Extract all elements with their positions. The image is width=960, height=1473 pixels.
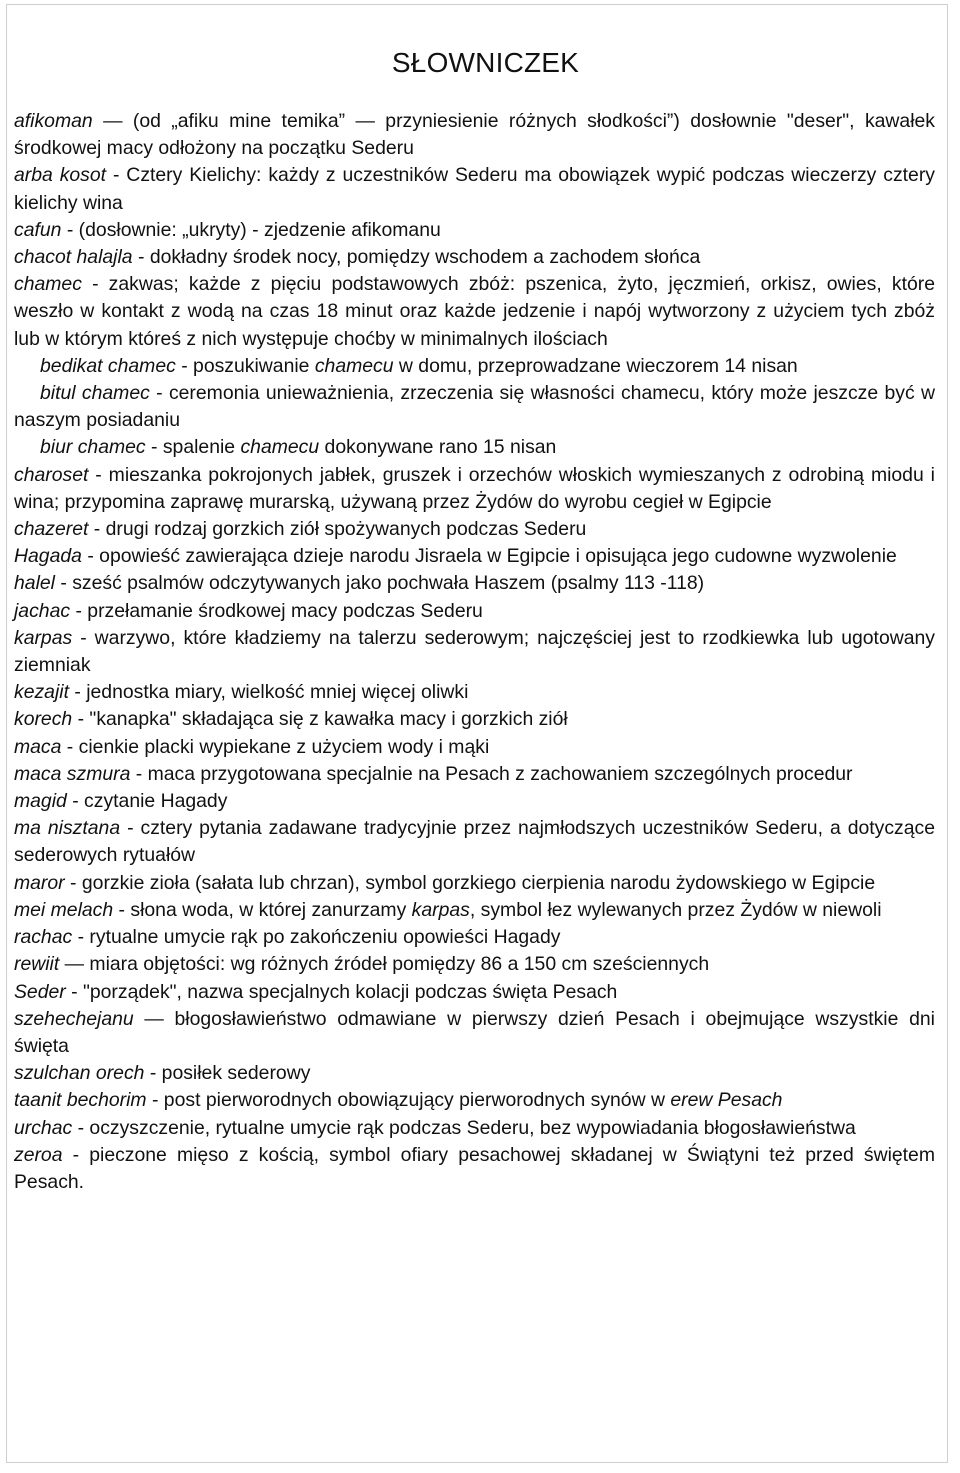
glossary-term: maca bbox=[14, 735, 62, 758]
glossary-term: chazeret bbox=[14, 518, 89, 541]
glossary-entry bbox=[14, 1006, 935, 1060]
glossary-entry bbox=[14, 979, 935, 1006]
document-page bbox=[6, 4, 948, 1463]
glossary-entry bbox=[14, 897, 935, 924]
glossary-term: maror bbox=[14, 871, 65, 894]
glossary-definition: - warzywo, które kładziemy na talerzu sederowym; najczęściej jest to rzodkiewka lub ugotowany ziemniak bbox=[14, 626, 935, 677]
glossary-entry bbox=[14, 108, 935, 162]
glossary-term: Hagada bbox=[14, 545, 82, 568]
glossary-entry bbox=[14, 951, 935, 978]
glossary-entry bbox=[14, 706, 935, 733]
glossary-entry bbox=[14, 1060, 935, 1087]
glossary-term: halel bbox=[14, 572, 55, 595]
glossary-term-inline: chamecu bbox=[240, 436, 320, 459]
glossary-entry bbox=[14, 815, 935, 869]
glossary-definition: - rytualne umycie rąk po zakończeniu opowieści Hagady bbox=[72, 926, 561, 949]
glossary-term: chacot halajla bbox=[14, 246, 133, 269]
glossary-entry bbox=[14, 462, 935, 516]
glossary-definition: - przełamanie środkowej macy podczas Sederu bbox=[70, 599, 483, 622]
glossary-definition: - spalenie bbox=[145, 436, 241, 459]
glossary-term: arba kosot bbox=[14, 164, 107, 187]
glossary-entry bbox=[14, 570, 935, 597]
glossary-term-inline: karpas bbox=[411, 898, 470, 921]
glossary-definition: - mieszanka pokrojonych jabłek, gruszek i orzechów włoskich wymieszanych z odrobiną miodu i wina; przypomina zaprawę murarską, używaną przez Żydów do wyrobu cegieł w Egipcie bbox=[14, 463, 935, 513]
glossary-term: cafun bbox=[14, 218, 62, 241]
glossary-definition: - dokładny środek nocy, pomiędzy wschodem a zachodem słońca bbox=[132, 246, 701, 269]
glossary-entry bbox=[14, 761, 935, 788]
glossary-definition: w domu, przeprowadzane wieczorem 14 nisan bbox=[393, 354, 798, 377]
glossary-entry bbox=[14, 543, 935, 570]
glossary-definition: - poszukiwanie bbox=[175, 354, 315, 377]
glossary-definition: - ceremonia unieważnienia, zrzeczenia się własności chamecu, który może jeszcze być w naszym posiadaniu bbox=[14, 382, 935, 432]
glossary-definition: - cztery pytania zadawane tradycyjnie przez najmłodszych uczestników Sederu, a dotyczące sederowych rytuałów bbox=[14, 817, 935, 867]
glossary-definition: , symbol łez wylewanych przez Żydów w niewoli bbox=[469, 898, 882, 921]
glossary-entry bbox=[14, 598, 935, 625]
glossary-entry bbox=[14, 162, 935, 216]
glossary-entry bbox=[14, 870, 935, 897]
glossary-term: ma nisztana bbox=[14, 817, 121, 840]
glossary-entry bbox=[14, 1115, 935, 1142]
glossary-definition: - słona woda, w której zanurzamy bbox=[113, 898, 412, 921]
glossary-definition: - posiłek sederowy bbox=[144, 1062, 311, 1085]
glossary-term: rachac bbox=[14, 926, 73, 949]
glossary-term: biur chamec bbox=[40, 436, 146, 459]
glossary-definition: - czytanie Hagady bbox=[66, 790, 228, 813]
glossary-term: taanit bechorim bbox=[14, 1089, 147, 1112]
glossary-definition: - post pierworodnych obowiązujący pierworodnych synów w bbox=[146, 1089, 671, 1112]
glossary-term: mei melach bbox=[14, 898, 114, 921]
glossary-term: charoset bbox=[14, 463, 89, 486]
glossary-definition: - (dosłownie: „ukryty) - zjedzenie afikomanu bbox=[61, 218, 441, 241]
glossary-definition: — miara objętości: wg różnych źródeł pomiędzy 86 a 150 cm sześciennych bbox=[59, 953, 710, 976]
glossary-definition: — błogosławieństwo odmawiane w pierwszy dzień Pesach i obejmujące wszystkie dni święta bbox=[14, 1007, 935, 1057]
glossary-entry bbox=[14, 679, 935, 706]
glossary-entry bbox=[14, 380, 935, 434]
glossary-definition: - "porządek", nazwa specjalnych kolacji podczas święta Pesach bbox=[65, 980, 618, 1003]
glossary-definition: - "kanapka" składająca się z kawałka macy i gorzkich ziół bbox=[72, 708, 568, 731]
glossary-definition: - Cztery Kielichy: każdy z uczestników Sederu ma obowiązek wypić podczas wieczerzy cztery kielichy wina bbox=[14, 164, 935, 214]
glossary-definition: - zakwas; każde z pięciu podstawowych zbóż: pszenica, żyto, jęczmień, orkisz, owies, które weszło w kontakt z wodą na czas 18 minut oraz każde jedzenie i napój wytworzony z użyciem tych zbóż lub w którym któreś z nich występuje choćby w minimalnych ilościach bbox=[14, 273, 935, 350]
glossary-entry bbox=[14, 1142, 935, 1196]
glossary-definition: - jednostka miary, wielkość mniej więcej oliwki bbox=[68, 681, 469, 704]
glossary-definition: - oczyszczenie, rytualne umycie rąk podczas Sederu, bez wypowiadania błogosławieństwa bbox=[72, 1116, 856, 1139]
glossary-definition: - pieczone mięso z kością, symbol ofiary pesachowej składanej w Świątyni też przed świętem Pesach. bbox=[14, 1143, 935, 1193]
glossary-entry bbox=[14, 516, 935, 543]
glossary-entry bbox=[14, 625, 935, 679]
glossary-term: bedikat chamec bbox=[40, 354, 176, 377]
glossary-entry bbox=[14, 217, 935, 244]
glossary-term: magid bbox=[14, 790, 67, 813]
glossary-term: urchac bbox=[14, 1116, 73, 1139]
glossary-entry bbox=[14, 788, 935, 815]
glossary-entry bbox=[14, 271, 935, 353]
glossary-definition: - gorzkie zioła (sałata lub chrzan), symbol gorzkiego cierpienia narodu żydowskiego w Egipcie bbox=[64, 871, 876, 894]
glossary-entry bbox=[14, 734, 935, 761]
glossary-entry bbox=[14, 1087, 935, 1114]
glossary-entry bbox=[14, 434, 935, 461]
glossary-term: rewiit bbox=[14, 953, 60, 976]
glossary-term: maca szmura bbox=[14, 762, 131, 785]
glossary-term: szehechejanu bbox=[14, 1007, 134, 1030]
glossary-term: karpas bbox=[14, 626, 73, 649]
glossary-definition: - cienkie placki wypiekane z użyciem wody i mąki bbox=[61, 735, 490, 758]
glossary-term: szulchan orech bbox=[14, 1062, 145, 1085]
glossary-term: kezajit bbox=[14, 681, 69, 704]
glossary-term: Seder bbox=[14, 980, 66, 1003]
glossary-term: chamec bbox=[14, 273, 82, 296]
glossary-list bbox=[14, 108, 935, 1196]
glossary-entry bbox=[14, 924, 935, 951]
glossary-definition: dokonywane rano 15 nisan bbox=[319, 436, 557, 459]
page-title: SŁOWNICZEK bbox=[391, 47, 580, 78]
glossary-definition: — (od „afiku mine temika” — przyniesienie różnych słodkości”) dosłownie "deser", kawałek środkowej macy odłożony na początku Sederu bbox=[14, 110, 935, 160]
glossary-term: zeroa bbox=[14, 1143, 63, 1166]
glossary-term: bitul chamec bbox=[40, 382, 150, 405]
glossary-entry bbox=[14, 353, 935, 380]
glossary-term: korech bbox=[14, 708, 73, 731]
glossary-definition: - sześć psalmów odczytywanych jako pochwała Haszem (psalmy 113 -118) bbox=[54, 572, 705, 595]
glossary-term-inline: chamecu bbox=[314, 354, 394, 377]
glossary-definition: - drugi rodzaj gorzkich ziół spożywanych podczas Sederu bbox=[88, 518, 587, 541]
glossary-term: jachac bbox=[14, 599, 71, 622]
glossary-definition: - maca przygotowana specjalnie na Pesach z zachowaniem szczególnych procedur bbox=[130, 762, 853, 785]
glossary-entry bbox=[14, 244, 935, 271]
glossary-term: afikoman bbox=[14, 110, 93, 132]
glossary-term-inline: erew Pesach bbox=[670, 1089, 783, 1112]
glossary-definition: - opowieść zawierająca dzieje narodu Jisraela w Egipcie i opisująca jego cudowne wyzwolenie bbox=[81, 545, 897, 568]
